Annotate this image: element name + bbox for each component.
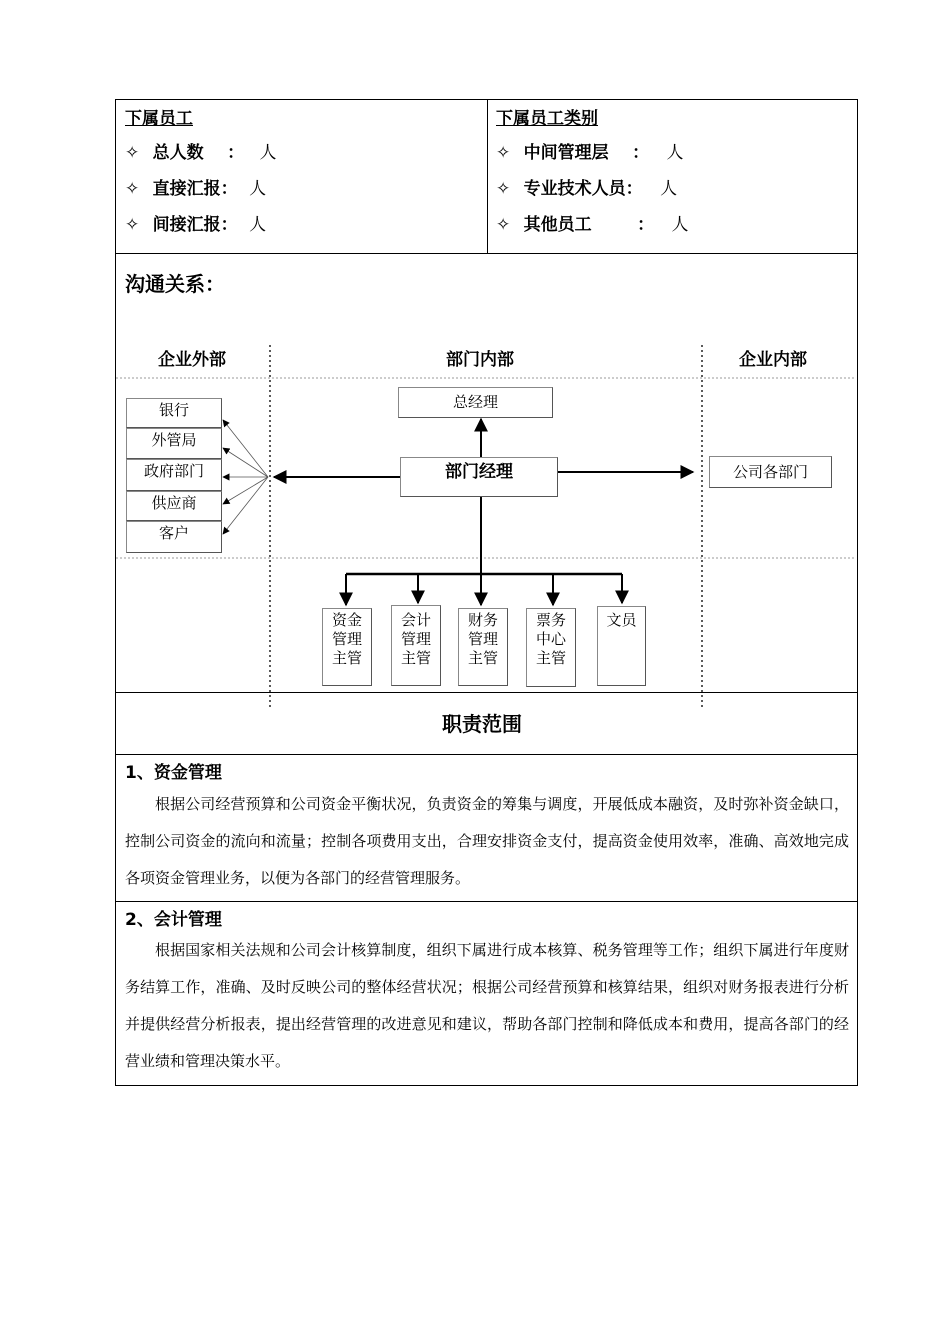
bullet-icon: ✧ <box>125 143 140 163</box>
column-header-internal: 企业内部 <box>739 350 807 370</box>
bullet-icon: ✧ <box>496 179 511 199</box>
row-label: 间接汇报： <box>152 215 238 235</box>
row-separator: ： <box>227 143 245 163</box>
department-manager-box: 部门经理 <box>400 457 558 497</box>
row-label: 专业技术人员： <box>523 179 643 199</box>
sub-box-fund-management: 资金 管理 主管 <box>322 608 372 686</box>
external-box-foreign-exchange-bureau: 外管局 <box>126 428 222 459</box>
bullet-icon: ✧ <box>125 215 140 235</box>
section-text-fund-management: 根据公司经营预算和公司资金平衡状况，负责资金的筹集与调度，开展低成本融资，及时弥补资金缺口，控制公司资金的流向和流量；控制各项费用支出，合理安排资金支付，提高资金使用效率，准确、高效地完成各项资金管理业务，以便为各部门的经营管理服务。 <box>125 795 849 887</box>
responsibilities-title: 职责范围 <box>442 712 522 736</box>
bullet-icon: ✧ <box>496 215 511 235</box>
external-box-bank: 银行 <box>126 398 222 428</box>
categories-title: 下属员工类别 <box>496 109 598 129</box>
row-label: 中间管理层 <box>523 143 609 163</box>
external-box-supplier: 供应商 <box>126 491 222 521</box>
section-heading-fund-management: 1、资金管理 <box>125 763 222 783</box>
sub-box-clerk: 文员 <box>597 606 646 686</box>
row-unit: 人 <box>259 143 277 163</box>
sub-box-ticketing-center: 票务 中心 主管 <box>526 608 576 687</box>
communication-title: 沟通关系： <box>125 272 225 296</box>
row-separator: ： <box>637 215 655 235</box>
external-box-customer: 客户 <box>126 521 222 553</box>
column-header-external: 企业外部 <box>158 350 226 370</box>
row-unit: 人 <box>666 143 684 163</box>
row-separator: ： <box>632 143 650 163</box>
row-unit: 人 <box>660 179 678 199</box>
row-label: 直接汇报： <box>152 179 238 199</box>
external-box-government: 政府部门 <box>126 459 222 491</box>
subordinates-title: 下属员工 <box>125 109 193 129</box>
row-label: 总人数 <box>152 143 204 163</box>
bullet-icon: ✧ <box>125 179 140 199</box>
row-unit: 人 <box>671 215 689 235</box>
section-heading-accounting-management: 2、会计管理 <box>125 910 222 930</box>
section-text-accounting-management: 根据国家相关法规和公司会计核算制度，组织下属进行成本核算、税务管理等工作；组织下属进行年度财务结算工作，准确、及时反映公司的整体经营状况；根据公司经营预算和核算结果，组织对财务报表进行分析并提供经营分析报表，提出经营管理的改进意见和建议，帮助各部门控制和降低成本和费用，提高各部门的经营业绩和管理决策水平。 <box>125 941 849 1070</box>
sub-box-finance-management: 财务 管理 主管 <box>458 608 508 686</box>
row-unit: 人 <box>249 179 267 199</box>
column-header-department: 部门内部 <box>446 350 514 370</box>
bullet-icon: ✧ <box>496 143 511 163</box>
row-unit: 人 <box>249 215 267 235</box>
sub-box-accounting-management: 会计 管理 主管 <box>391 605 441 686</box>
internal-departments-box: 公司各部门 <box>709 456 832 488</box>
row-label: 其他员工 <box>523 215 592 235</box>
general-manager-box: 总经理 <box>398 387 553 418</box>
